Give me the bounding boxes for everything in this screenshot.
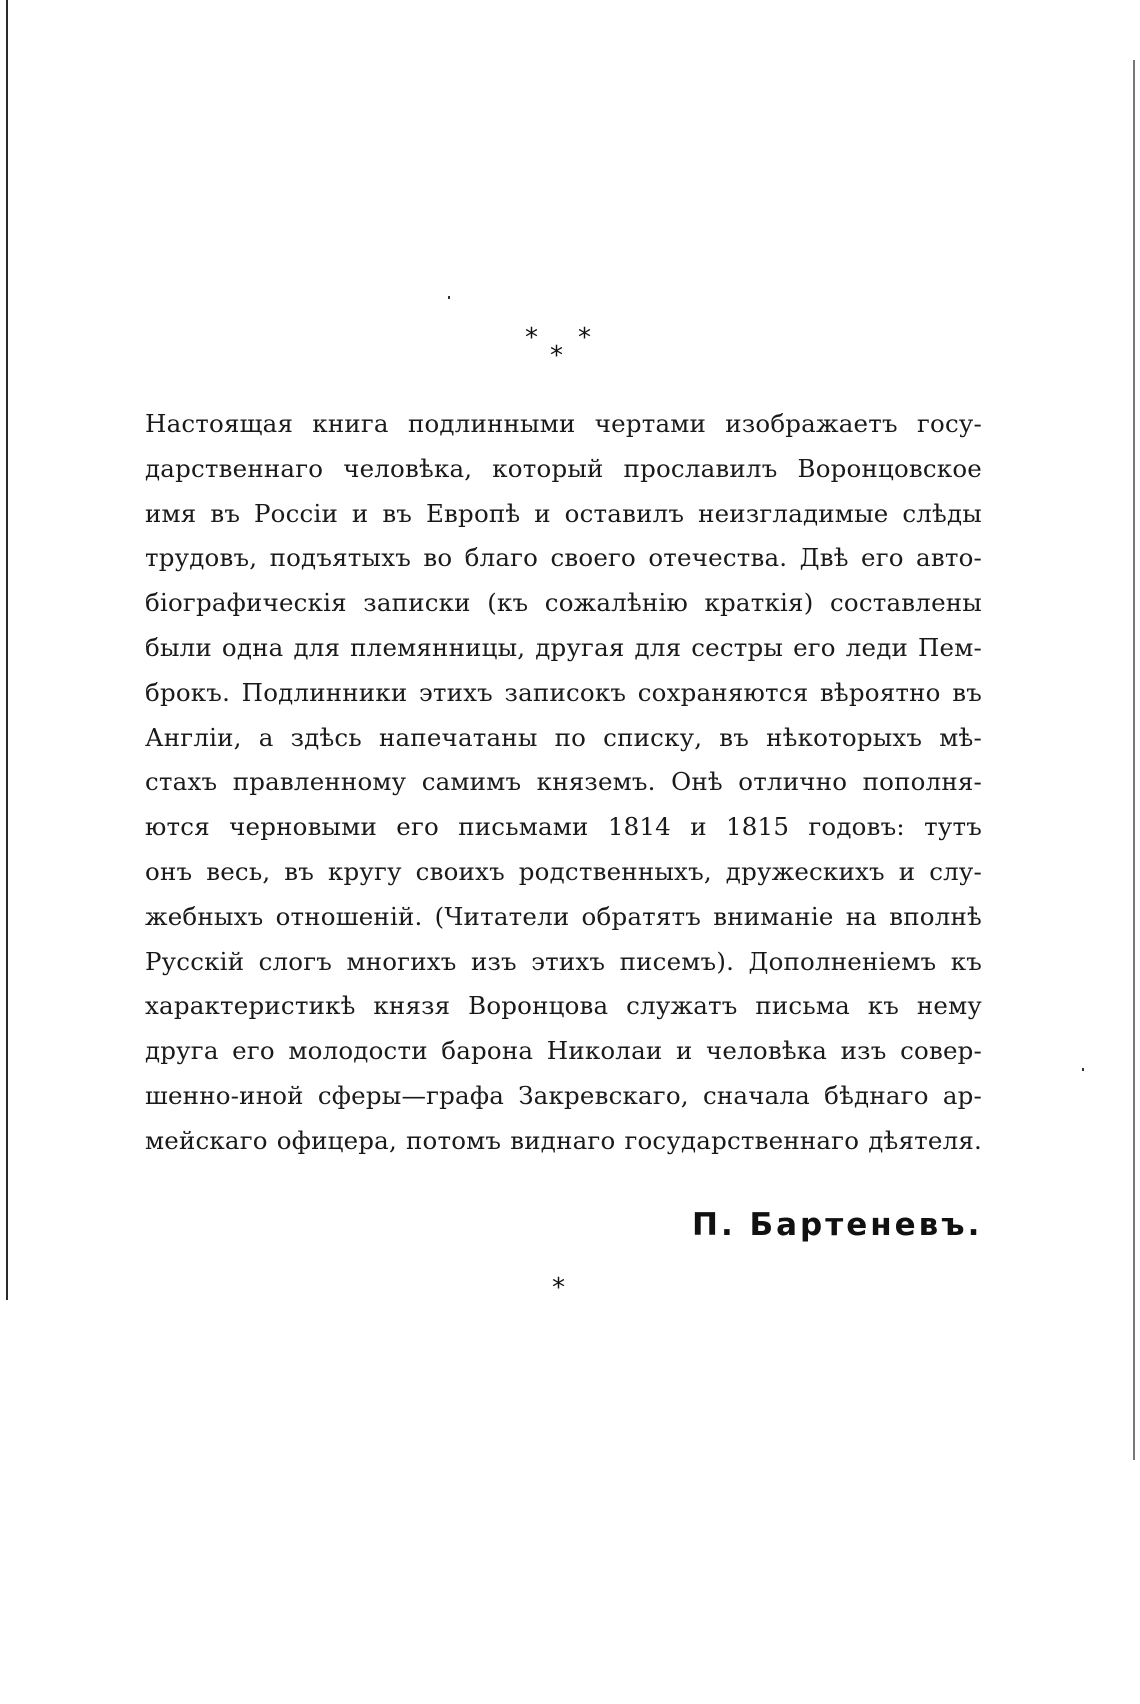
asterism-ornament [520,325,600,375]
asterisk-icon: * [552,1273,565,1303]
text-line: Настоящая книга подлинными чертами изображаетъ госу- [145,409,982,438]
text-line: характеристикѣ князя Воронцова служатъ письма къ нему [145,991,982,1021]
author-signature: П. Бартеневъ. [692,1207,983,1243]
text-line: мейскаго офицера, потомъ виднаго государственнаго дѣятеля. [145,1125,982,1155]
text-line: ются черновыми его письмами 1814 и 1815 годовъ: тутъ [145,812,982,842]
text-line: дарственнаго человѣка, который прославилъ Воронцовское [145,453,982,483]
text-line: Англіи, а здѣсь напечатаны по списку, въ нѣкоторыхъ мѣ- [145,722,982,752]
text-line: имя въ Россіи и въ Европѣ и оставилъ неизгладимые слѣды [145,498,982,528]
preface-paragraph [145,402,982,1164]
text-line: трудовъ, подъятыхъ во благо своего отечества. Двѣ его авто- [145,543,982,573]
text-line: брокъ. Подлинники этихъ записокъ сохраняются вѣроятно въ [145,677,982,707]
text-line: шенно-иной сферы—графа Закревскаго, сначала бѣднаго ар- [145,1080,982,1110]
text-line: стахъ правленному самимъ княземъ. Онѣ отлично пополня- [145,767,982,797]
text-line: онъ весь, въ кругу своихъ родственныхъ, дружескихъ и слу- [145,856,982,886]
text-line: были одна для племянницы, другая для сестры его леди Пем- [145,632,982,662]
text-line: біографическія записки (къ сожалѣнію краткія) составлены [145,588,982,618]
print-speck [1082,1068,1084,1071]
asterisk-icon: * [550,341,563,371]
page-left-edge [6,0,8,1300]
asterisk-icon: * [578,323,591,353]
print-speck [448,296,450,299]
asterisk-icon: * [525,323,538,353]
text-line: Русскій слогъ многихъ изъ этихъ писемъ). Дополненіемъ къ [145,946,982,976]
text-line: друга его молодости барона Николаи и человѣка изъ совер- [145,1036,982,1066]
page-right-edge [1133,60,1135,1460]
text-line: жебныхъ отношеній. (Читатели обратятъ вниманіе на вполнѣ [145,901,982,931]
